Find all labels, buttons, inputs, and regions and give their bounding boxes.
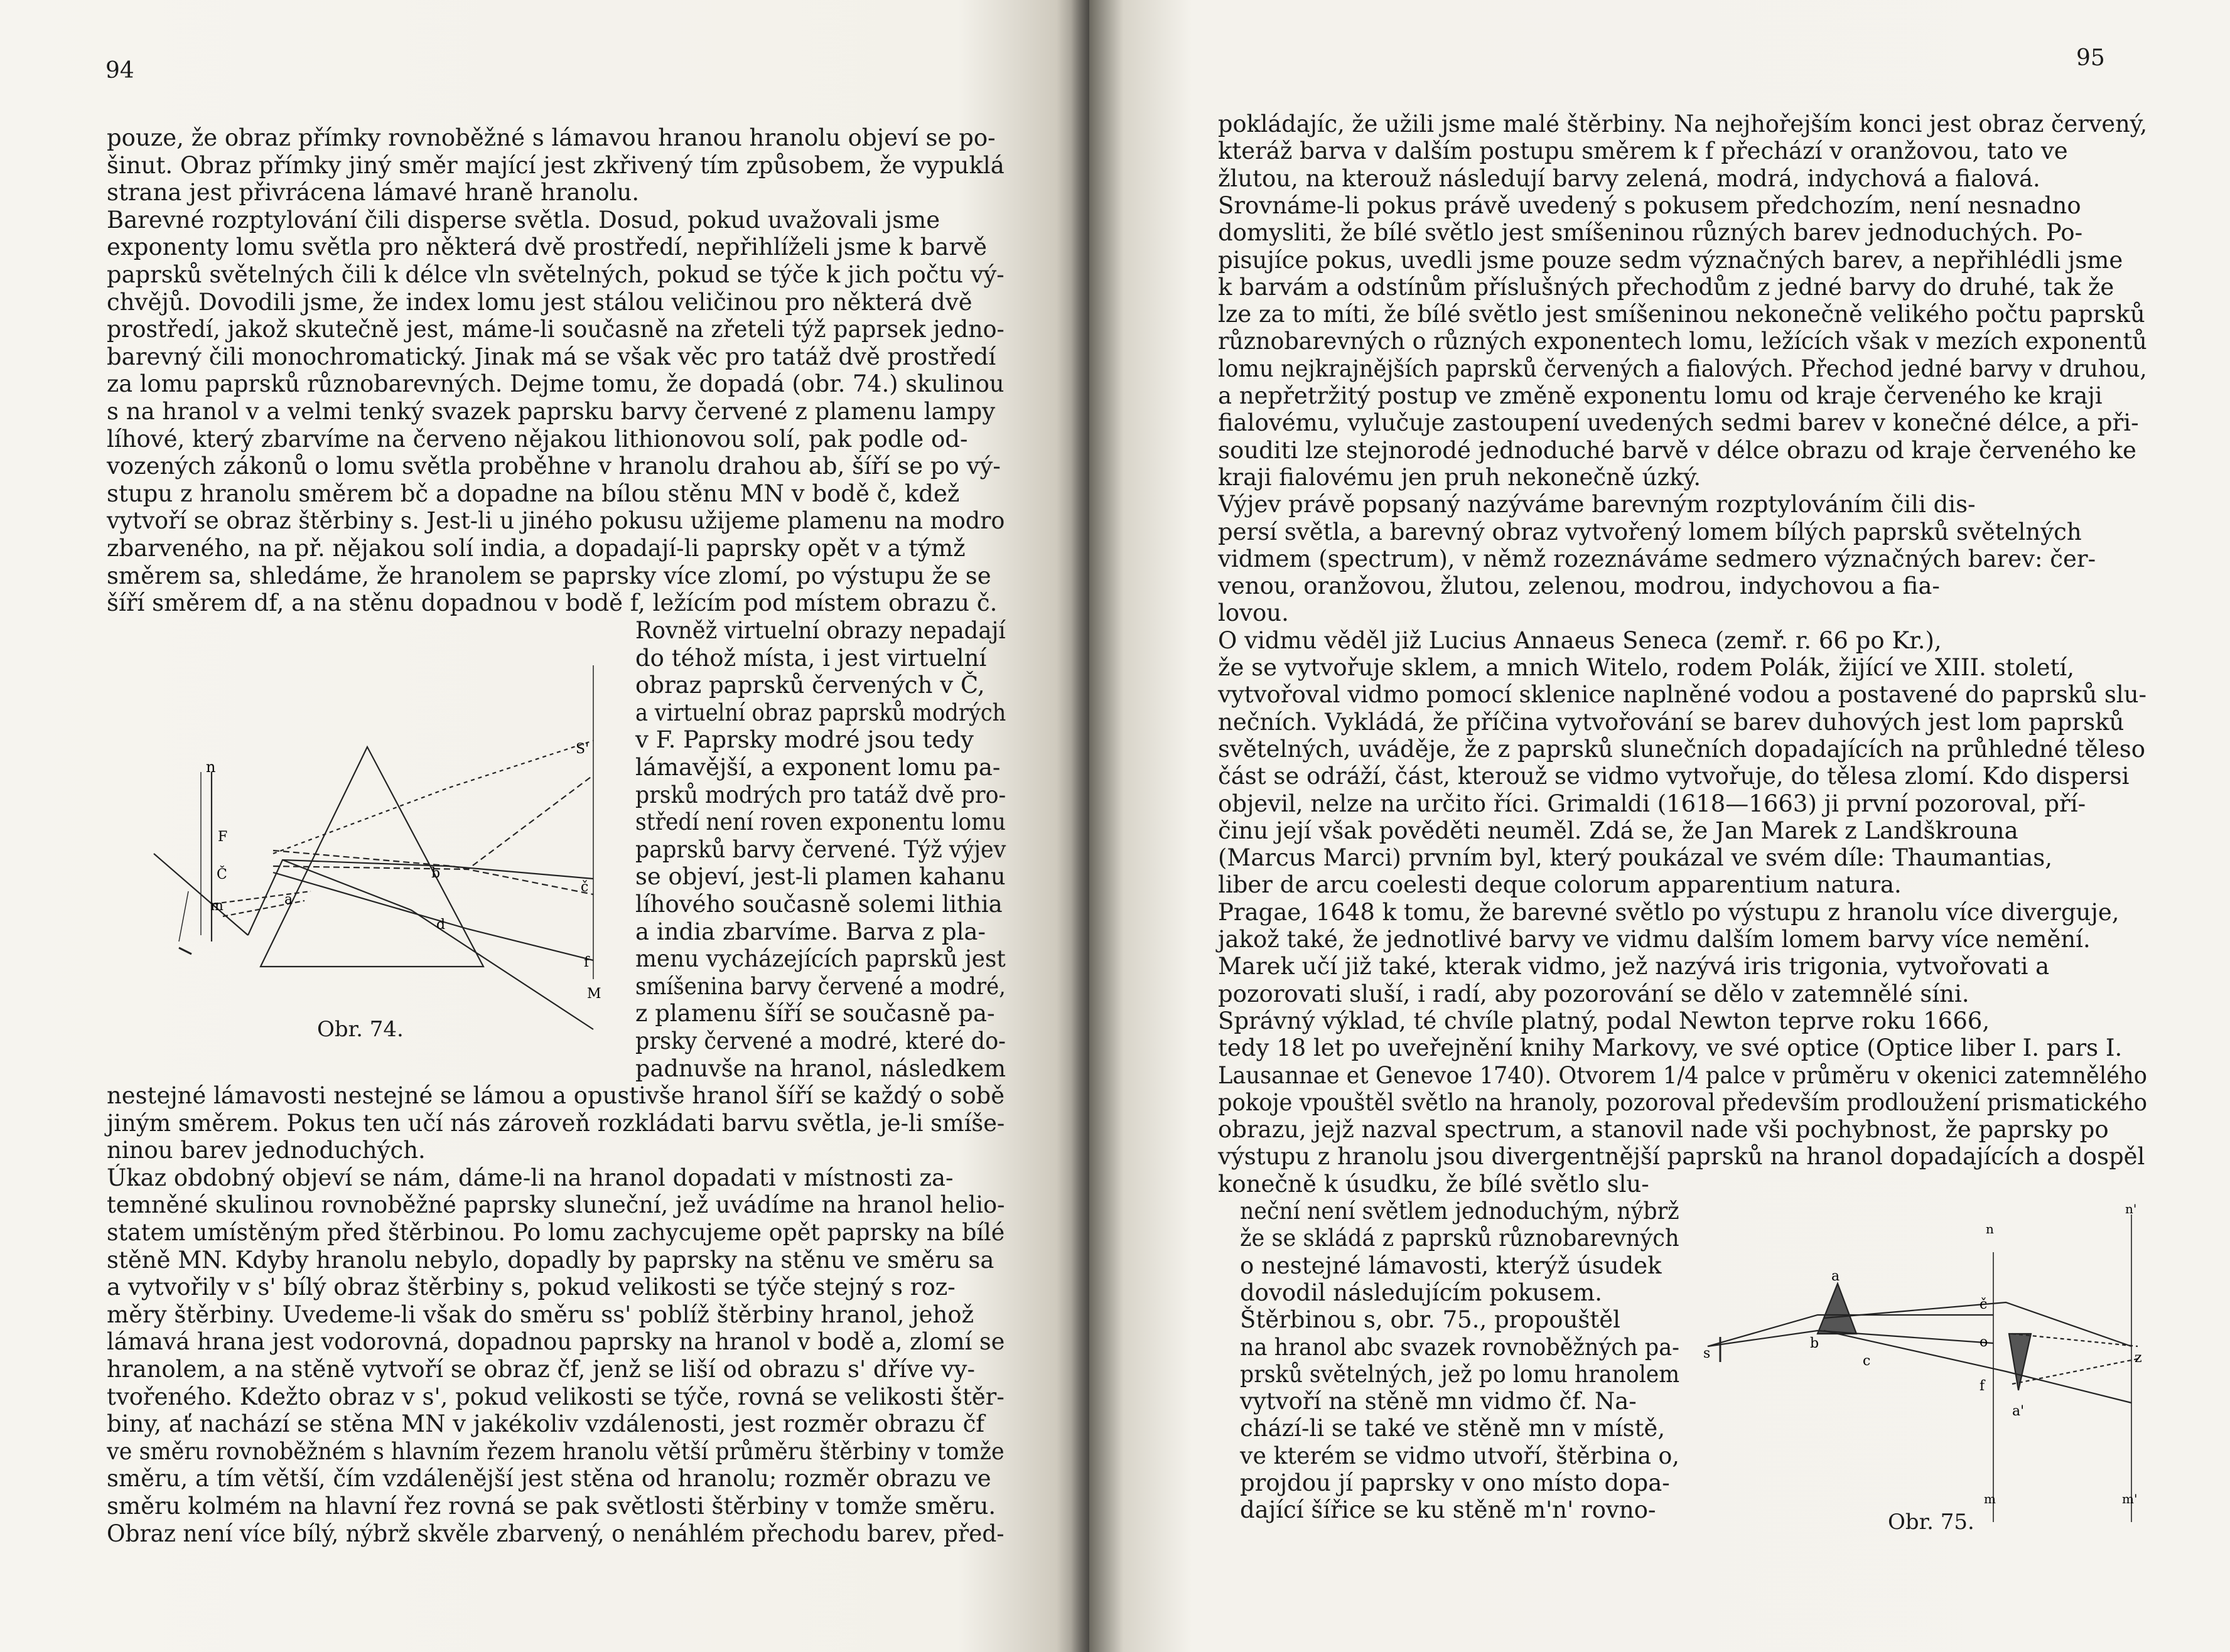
text-line: lámavější, a exponent lomu pa- [635, 754, 1001, 781]
text-line: Správný výklad, té chvíle platný, podal Newton teprve roku 1666, [1218, 1007, 1990, 1034]
text-line: prsků modrých pro tatáž dvě pro- [635, 781, 1006, 808]
text-line: chvějů. Dovodili jsme, že index lomu jest stálou veličinou pro některá dvě [107, 288, 972, 316]
fig75-label-s: s [1703, 1346, 1711, 1361]
text-line: dovodil následujícím pokusem. [1240, 1279, 1603, 1306]
text-line: činu její však pověděti neuměl. Zdá se, že Jan Marek z Landškrouna [1218, 817, 2018, 844]
text-line: světelných, uváděje, že z paprsků slunečních dopadajících na průhledné těleso [1218, 735, 2146, 763]
figure-75 [1698, 1201, 2150, 1541]
text-line: vozených zákonů o lomu světla proběhne v hranolu drahou ab, šíří se po vý- [107, 453, 1001, 480]
fig75-label-b: b [1810, 1336, 1819, 1351]
figure-75-caption: Obr. 75. [1888, 1510, 1974, 1535]
text-line: chází-li se také ve stěně mn v místě, [1240, 1415, 1666, 1442]
text-line: prsky červené a modré, které do- [635, 1027, 1006, 1054]
text-line: objevil, nelze na určito říci. Grimaldi (1618—1663) ji první pozoroval, pří- [1218, 790, 2086, 817]
text-line: pisujíce pokus, uvedli jsme pouze sedm význačných barev, a nepřihlédli jsme [1218, 246, 2123, 274]
text-line: stupu z hranolu směrem bč a dopadne na bílou stěnu MN v bodě č, kdež [107, 480, 960, 507]
text-line: prsků světelných, jež po lomu hranolem [1240, 1360, 1680, 1388]
right-page [1089, 0, 2230, 1652]
text-line: a vytvořily v s' bílý obraz štěrbiny s, pokud velikosti se týče stejný s roz- [107, 1274, 956, 1301]
fig74-label-c-prime: Č [217, 867, 227, 882]
fig75-label-o: o [1980, 1334, 1988, 1350]
text-line: O vidmu věděl již Lucius Annaeus Seneca (zemř. r. 66 po Kr.), [1218, 626, 1942, 654]
text-line: hranolem, a na stěně vytvoří se obraz čf, jenž se liší od obrazu s' dříve vy- [107, 1356, 975, 1383]
text-line: neční není světlem jednoduchým, nýbrž [1240, 1198, 1679, 1225]
text-line: obrazu, jejž nazval spectrum, a stanovil nade vši pochybnost, že paprsky po [1218, 1116, 2109, 1144]
text-line: strana jest přivrácena lámavé hraně hranolu. [107, 179, 640, 206]
text-line: smíšenina barvy červené a modré, [635, 972, 1006, 1000]
text-line: menu vycházejících paprsků jest [635, 945, 1006, 973]
fig74-label-d: d [436, 917, 446, 933]
text-line: líhového současně solemi lithia [635, 891, 1003, 918]
text-line: měry štěrbiny. Uvedeme-li však do směru ss' poblíž štěrbiny hranol, jehož [107, 1301, 974, 1328]
text-line: Rovněž virtuelní obrazy nepadají [635, 617, 1006, 644]
text-line: v F. Paprsky modré jsou tedy [635, 726, 974, 754]
text-line: ve směru rovnoběžném s hlavním řezem hranolu větší průměru štěrbiny v tomže [107, 1437, 1005, 1465]
text-line: žlutou, na kterouž následují barvy zelená, modrá, indychová a fialová. [1218, 164, 2040, 192]
text-line: stěně MN. Kdyby hranolu nebylo, dopadly by paprsky na stěnu ve směru sa [107, 1246, 994, 1274]
text-line: a virtuelní obraz paprsků modrých [635, 699, 1006, 726]
text-line: (Marcus Marci) prvním byl, který poukázal ve svém díle: Thaumantias, [1218, 844, 2052, 872]
left-page [0, 0, 1089, 1652]
text-line: prostředí, jakož skutečně jest, máme-li současně na zřeteli týž paprsek jedno- [107, 316, 1005, 343]
fig74-label-c: č [581, 879, 589, 895]
fig75-label-m: m [1984, 1491, 1996, 1506]
text-line: Lausannae et Genevoe 1740). Otvorem 1/4 palce v průměru v okenici zatemnělého [1218, 1061, 2147, 1089]
text-line: nečních. Vykládá, že příčina vytvořování se barev duhových jest lom paprsků [1218, 708, 2125, 736]
text-line: konečně k úsudku, že bílé světlo slu- [1218, 1170, 1649, 1198]
text-line: že se vytvořuje sklem, a mnich Witelo, rodem Polák, žijící ve XIII. století, [1218, 654, 2074, 681]
text-line: pouze, že obraz přímky rovnoběžné s lámavou hranou hranolu objeví se po- [107, 124, 996, 151]
text-line: souditi lze stejnorodé jednoduché barvě v délce obrazu od kraje červeného ke [1218, 436, 2136, 464]
fig75-label-n: n [1986, 1221, 1994, 1236]
text-line: jakož také, že jednotlivé barvy ve vidmu dalším lomem barvy více nemění. [1218, 926, 2091, 953]
text-line: liber de arcu coelesti deque colorum apparentium natura. [1218, 871, 1902, 899]
text-line: kteráž barva v dalším postupu směrem k f přechází v oranžovou, tato ve [1218, 137, 2068, 165]
text-line: kraji fialovému jen pruh nekonečně úzký. [1218, 463, 1701, 491]
text-line: Štěrbinou s, obr. 75., propouštěl [1240, 1306, 1621, 1334]
text-line: líhové, který zbarvíme na červeno nějakou lithionovou solí, pak podle od- [107, 425, 968, 453]
text-line: exponenty lomu světla pro některá dvě prostředí, nepřihlíželi jsme k barvě [107, 233, 987, 261]
text-line: a india zbarvíme. Barva z pla- [635, 918, 986, 945]
text-line: Úkaz obdobný objeví se nám, dáme-li na hranol dopadati v místnosti za- [107, 1164, 954, 1191]
fig75-label-c: c [1863, 1353, 1871, 1369]
text-line: Pragae, 1648 k tomu, že barevné světlo po výstupu z hranolu více diverguje, [1218, 898, 2120, 926]
figure-74-caption: Obr. 74. [317, 1017, 404, 1042]
fig75-label-f: f [1980, 1378, 1985, 1394]
text-line: Barevné rozptylování čili disperse světla. Dosud, pokud uvažovali jsme [107, 206, 940, 233]
text-line: směru, a tím větší, čím vzdálenější jest stěna od hranolu; rozměr obrazu ve [107, 1465, 991, 1493]
fig74-label-b: b [431, 866, 441, 881]
text-line: barevný čili monochromatický. Jinak má se však věc pro tatáž dvě prostředí [107, 343, 996, 370]
text-line: lomu nejkrajnějších paprsků červených a fialových. Přechod jedné barvy v druhou, [1218, 355, 2147, 382]
fig75-label-z: z [2135, 1350, 2142, 1366]
text-line: nestejné lámavosti nestejné se lámou a opustivše hranol šíří se každý o sobě [107, 1082, 1005, 1109]
text-line: paprsků světelných čili k délce vln světelných, pokud se týče k jich počtu vý- [107, 261, 1005, 288]
text-line: že se skládá z paprsků různobarevných [1240, 1225, 1679, 1252]
fig75-label-c-caron: č [1980, 1297, 1988, 1312]
text-line: část se odráží, část, kterouž se vidmo vytvořuje, do tělesa zlomí. Kdo dispersi [1218, 763, 2130, 790]
fig75-label-a: a [1831, 1268, 1840, 1284]
text-line: Obraz není více bílý, nýbrž skvěle zbarvený, o nenáhlém přechodu barev, před- [107, 1520, 1005, 1547]
text-line: za lomu paprsků různobarevných. Dejme tomu, že dopadá (obr. 74.) skulinou [107, 370, 1005, 398]
text-line: lze za to míti, že bílé světlo jest smíšeninou nekonečně velikého počtu paprsků [1218, 301, 2145, 328]
text-line: jiným směrem. Pokus ten učí nás zároveň rozkládati barvu světla, je-li smíše- [107, 1109, 1005, 1137]
fig74-label-M: M [587, 986, 601, 1002]
text-line: o nestejné lámavosti, kterýž úsudek [1240, 1252, 1662, 1279]
text-line: domysliti, že bílé světlo jest smíšeninou různých barev jednoduchých. Po- [1218, 219, 2083, 247]
text-line: biny, ať nachází se stěna MN v jakékoliv vzdálenosti, jest rozměr obrazu čf [107, 1410, 985, 1438]
text-line: tedy 18 let po uveřejnění knihy Markovy, ve své optice (Optice liber I. pars I. [1218, 1034, 2123, 1062]
text-line: pokoje vpouštěl světlo na hranoly, pozoroval především prodloužení prismatického [1218, 1088, 2147, 1116]
text-line: do téhož místa, i jest virtuelní [635, 644, 987, 672]
text-line: Marek učí již také, kterak vidmo, jež nazývá iris trigonia, vytvořovati a [1218, 953, 2050, 980]
text-line: temněné skulinou rovnoběžné paprsky sluneční, jež uvádíme na hranol helio- [107, 1191, 1005, 1219]
text-line: dající šířice se ku stěně m'n' rovno- [1240, 1496, 1656, 1524]
page-number-left: 94 [105, 58, 134, 83]
text-line: venou, oranžovou, žlutou, zelenou, modrou, indychovou a fia- [1218, 572, 1940, 600]
text-line: pozorovati sluší, i radí, aby pozorování se dělo v zatemnělé síni. [1218, 980, 1969, 1007]
text-line: a nepřetržitý postup ve změně exponentu lomu od kraje červeného ke kraji [1218, 382, 2103, 409]
text-line: ninou barev jednoduchých. [107, 1137, 426, 1164]
text-line: k barvám a odstínům příslušných přechodům z jedné barvy do druhé, tak že [1218, 273, 2114, 301]
fig74-label-a: a [284, 892, 293, 908]
text-line: Srovnáme-li pokus právě uvedený s pokusem předchozím, není nesnadno [1218, 191, 2081, 219]
text-line: lovou. [1218, 599, 1289, 627]
text-line: výstupu z hranolu jsou divergentnější paprsků na hranol dopadajících a dospěl [1218, 1143, 2145, 1171]
text-line: zbarveného, na př. nějakou solí india, a dopadají-li paprsky opět v a týmž [107, 535, 966, 562]
text-line: šíří směrem df, a na stěnu dopadnou v bodě f, ležícím pod místem obrazu č. [107, 589, 998, 617]
fig74-label-n: n [206, 758, 216, 776]
text-line: tvořeného. Kdežto obraz v s', pokud velikosti se týče, rovná se velikosti štěr- [107, 1383, 1005, 1410]
fig75-label-a-prime: a' [2012, 1403, 2025, 1419]
text-line: projdou jí paprsky v ono místo dopa- [1240, 1469, 1670, 1496]
fig75-label-n-prime: n' [2125, 1201, 2137, 1216]
fig74-label-m: m [210, 898, 224, 914]
text-line: středí není roven exponentu lomu [635, 808, 1006, 836]
text-line: na hranol abc svazek rovnoběžných pa- [1240, 1333, 1680, 1361]
text-line: padnuvše na hranol, následkem [635, 1054, 1006, 1082]
fig75-label-m-prime: m' [2122, 1491, 2138, 1506]
text-line: se objeví, jest-li plamen kahanu [635, 863, 1006, 891]
text-line: pokládajíc, že užili jsme malé štěrbiny. Na nejhořejším konci jest obraz červený, [1218, 110, 2148, 137]
fig74-label-f: f [584, 955, 590, 970]
text-line: fialovému, vylučuje zastoupení uvedených sedmi barev v konečné délce, a při- [1218, 409, 2139, 437]
text-line: paprsků barvy červené. Týž výjev [635, 835, 1006, 863]
text-line: statem umístěným před štěrbinou. Po lomu zachycujeme opět paprsky na bílé [107, 1219, 1005, 1246]
text-line: vytvořoval vidmo pomocí sklenice naplněné vodou a postavené do paprsků slu- [1218, 681, 2147, 709]
text-line: vytvoří na stěně mn vidmo čf. Na- [1240, 1388, 1637, 1415]
fig74-label-F: F [218, 829, 228, 845]
text-line: z plamenu šíří se současně pa- [635, 1000, 995, 1027]
text-line: ve kterém se vidmo utvoří, štěrbina o, [1240, 1442, 1679, 1469]
text-line: persí světla, a barevný obraz vytvořený lomem bílých paprsků světelných [1218, 518, 2082, 545]
text-line: lámavá hrana jest vodorovná, dopadnou paprsky na hranol v bodě a, zlomí se [107, 1328, 1005, 1356]
text-line: směrem sa, shledáme, že hranolem se paprsky více zlomí, po výstupu že se [107, 562, 991, 589]
text-line: s na hranol v a velmi tenký svazek paprsku barvy červené z plamenu lampy [107, 398, 996, 425]
text-line: vytvoří se obraz štěrbiny s. Jest-li u jiného pokusu užijeme plamenu na modro [107, 507, 1005, 535]
text-line: šinut. Obraz přímky jiný směr mající jest zkřivený tím způsobem, že vypuklá [107, 151, 1005, 179]
text-line: směru kolmém na hlavní řez rovná se pak světlosti štěrbiny v tomže směru. [107, 1493, 996, 1520]
text-line: různobarevných o různých exponentech lomu, ležících však v mezích exponentů [1218, 328, 2147, 355]
text-line: vidmem (spectrum), v němž rozeznáváme sedmero význačných barev: čer- [1218, 545, 2096, 572]
page-number-right: 95 [2076, 45, 2105, 71]
text-line: Výjev právě popsaný nazýváme barevným rozptylováním čili dis- [1218, 491, 1976, 518]
figure-74 [141, 653, 618, 1004]
text-line: obraz paprsků červených v Č, [635, 672, 985, 699]
fig74-label-s-prime: S' [576, 741, 590, 757]
